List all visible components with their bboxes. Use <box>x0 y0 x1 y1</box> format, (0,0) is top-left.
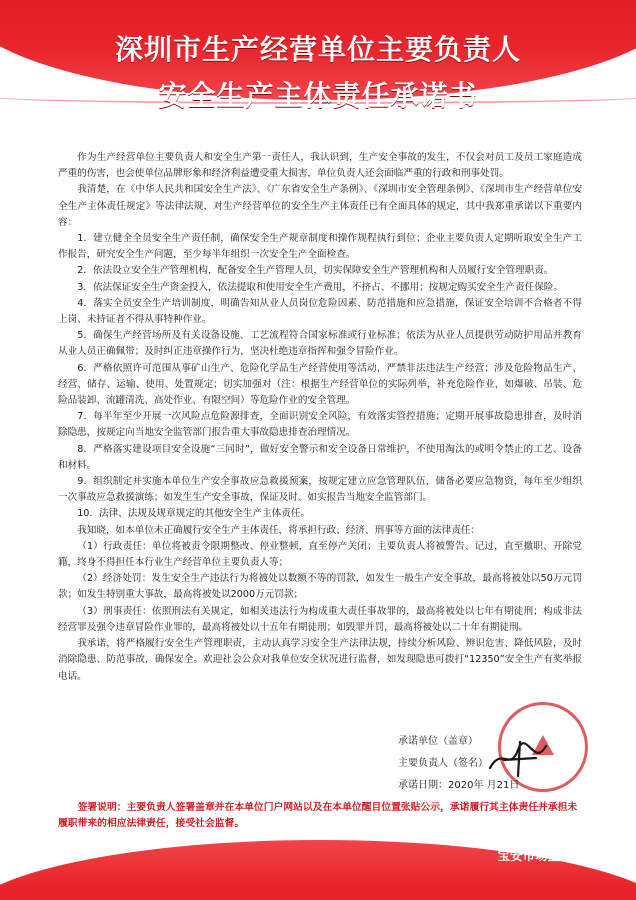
liability-economic: （2）经济处罚：发生安全生产违法行为将被处以数额不等的罚款，如发生一般生产安全事故，最高将被处以50万元罚款；如发生特别重大事故，最高将被处以2000万元罚款； <box>58 573 582 601</box>
commitment-item-5: 5．确保生产经营场所及有关设备设施、工艺流程符合国家标准或行业标准；依法为从业人员提供劳动防护用品并教育从业人员正确佩带；及时纠正违章操作行为，坚决杜绝违章指挥和强令冒险作业。 <box>58 330 582 358</box>
sign-date-row <box>398 776 519 791</box>
commitment-item-10: 10．法律、法规及规章规定的其他安全生产主体责任。 <box>77 508 311 520</box>
sign-unit-label: 承诺单位（盖章） <box>398 736 478 747</box>
paragraph-pledge: 我承诺，将严格履行安全生产管理职责，主动认真学习安全生产法律法规，持续分析风险、辨识危害、降低风险，及时消除隐患、防范事故，确保安全。欢迎社会公众对我单位安全状况进行监督，如发现隐患可拨打“12350”安全生产有奖举报电话。 <box>58 638 582 682</box>
commitment-item-9: 9．组织制定并实施本单位生产安全事故应急救援预案，按规定建立应急管理队伍，储备必要应急物资，每年至少组织一次事故应急救援演练；如发生生产安全事故，保证及时、如实报告当地安全监管部门。 <box>58 476 582 504</box>
sign-date-value: 2020年 月21日 <box>448 780 520 791</box>
sign-person-label: 主要负责人（签名） <box>398 758 488 769</box>
liability-administrative: （1）行政责任：单位将被责令限期整改、停业整顿，直至停产关闭；主要负责人将被警告、记过，直至撤职、开除党籍，终身不得担任本行业生产经营单位主要负责人等； <box>58 540 582 569</box>
commitment-item-2: 2．依法设立安全生产管理机构，配备安全生产管理人员，切实保障安全生产管理机构和人员履行安全管理职责。 <box>77 265 554 277</box>
commitment-item-3: 3．依法保证安全生产资金投入，依法提取和使用安全生产费用，不挤占、不挪用；按规定购买安全生产责任保险。 <box>77 281 563 293</box>
title-line-2: 安全生产主体责任承诺书 <box>158 79 478 112</box>
commitment-item-6: 6．严格依照许可范围从事矿山生产、危险化学品生产经营使用等活动，严禁非法违法生产经营；涉及危险物品生产、经营、储存、运输、使用、处置规定；切实加强对（注：根据生产经营单位的实际列举，补充危险作业，如爆破、吊装、危险品装卸、流罐清洗、高处作业、有限空间）等危险作业的安全管理。 <box>58 362 582 407</box>
handwritten-signature <box>484 738 554 778</box>
paragraph-laws: 我清楚，在《中华人民共和国安全生产法》、《广东省安全生产条例》、《深圳市安全管理条例》、《深圳市生产经营单位安全生产主体责任规定》等法律法规，对生产经营单位的安全生产主体责任已有全面具体的规定，其中我郑重承诺以下重要内容： <box>58 184 582 228</box>
paragraph-liability-intro: 我知晓，如本单位未正确履行安全生产主体责任，将承担行政、经济、刑事等方面的法律责任： <box>77 524 481 536</box>
signing-note: 签署说明：主要负责人签署盖章并在本单位门户网站以及在本单位醒目位置张贴公示，承诺履行其主体责任并承担未履职带来的相应法律责任，接受社会监督。 <box>58 802 578 829</box>
letter-body <box>58 150 582 685</box>
paragraph-intro: 作为生产经营单位主要负责人和安全生产第一责任人，我认识到，生产安全事故的发生，不仅会对员工及员工家庭造成严重的伤害，也会使单位品牌形象和经济利益遭受重大损害，单位负责人还会面临严重的行政和刑事处罚。 <box>58 152 582 180</box>
title-line-1: 深圳市生产经营单位主要负责人 <box>114 33 521 66</box>
commitment-item-8: 8．严格落实建设项目安全设施“三同时”，做好安全警示和安全设备日常维护，不使用淘汰的或明令禁止的工艺、设备和材料。 <box>58 443 582 471</box>
liability-criminal: （3）刑事责任：依照刑法有关规定，如相关违法行为构成重大责任事故罪的，最高将被处以七年有期徒刑；构成非法经营罪及强令违章冒险作业罪的，最高将被处以十五年有期徒刑；如毁罪并罚，最高将被处以二十年有期徒刑。 <box>58 605 582 633</box>
commitment-item-1: 1．建立健全全员安全生产责任制，确保安全生产规章制度和操作规程执行到位；企业主要负责人定期听取安全生产工作报告，研究安全生产问题，至少每半年组织一次安全生产全面检查。 <box>58 233 582 261</box>
commitment-item-7: 7．每半年至少开展一次风险点危险源排查，全面识别安全风险，有效落实管控措施；定期开展事故隐患排查，及时消除隐患，按规定向当地安全监管部门报告重大事故隐患排查治理情况。 <box>58 411 582 439</box>
sign-date-label: 承诺日期： <box>398 780 448 791</box>
issuer-footer: 宝安市场监管局 制 <box>497 848 602 863</box>
commitment-item-4: 4．落实全员安全生产培训制度，明确告知从业人员岗位危险因素、防范措施和应急措施，保证安全培训不合格者不得上岗、未持证者不得从事特种作业。 <box>58 297 582 326</box>
